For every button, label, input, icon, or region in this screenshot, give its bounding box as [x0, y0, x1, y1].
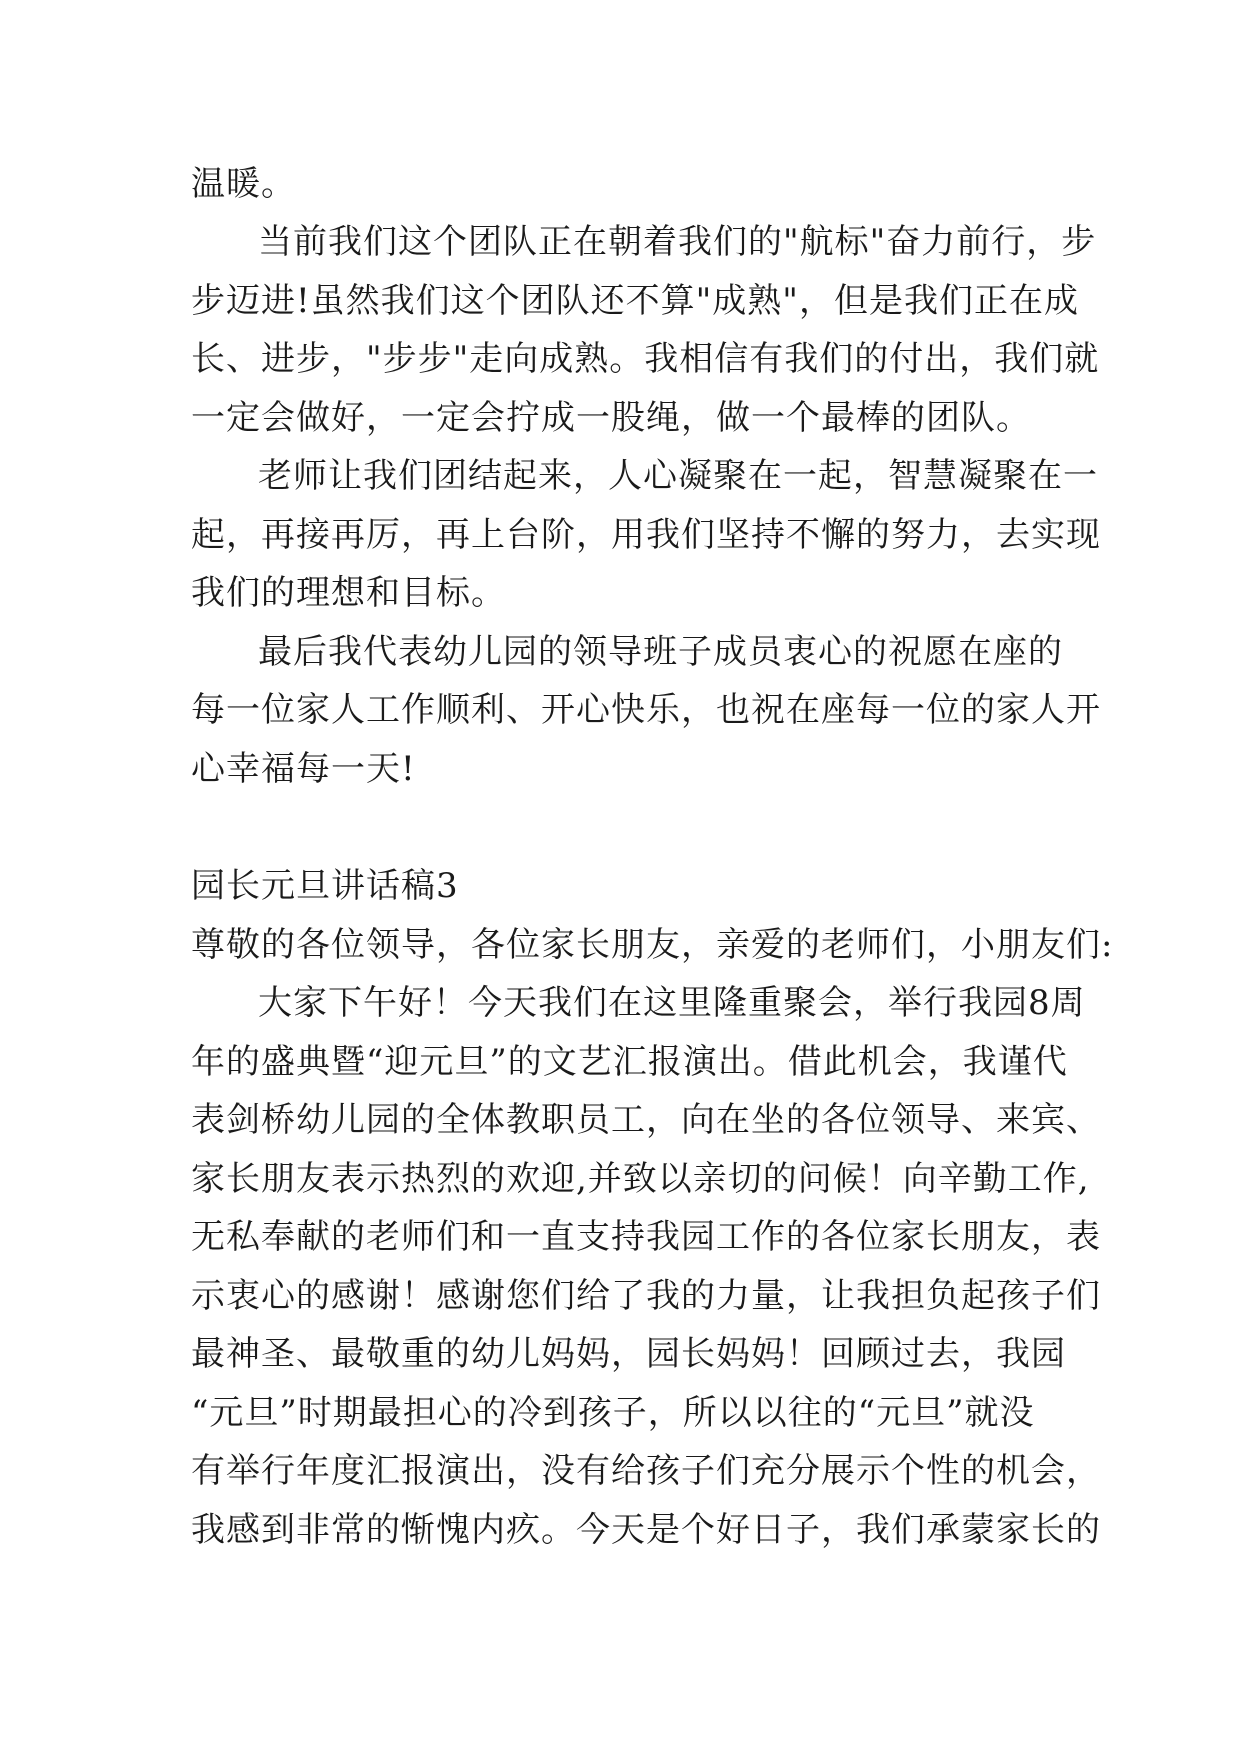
paragraph-line: 无私奉献的老师们和一直支持我园工作的各位家长朋友，表: [191, 1217, 1101, 1257]
paragraph-line: 长、进步，"步步"走向成熟。我相信有我们的付出，我们就: [191, 339, 1100, 379]
paragraph-line: 最后我代表幼儿园的领导班子成员衷心的祝愿在座的: [258, 632, 1063, 672]
paragraph-line: 我感到非常的惭愧内疚。今天是个好日子，我们承蒙家长的: [191, 1510, 1101, 1550]
paragraph-line: 示衷心的感谢！感谢您们给了我的力量，让我担负起孩子们: [191, 1276, 1101, 1316]
paragraph-line: 有举行年度汇报演出，没有给孩子们充分展示个性的机会，: [191, 1451, 1101, 1491]
paragraph-line: 每一位家人工作顺利、开心快乐，也祝在座每一位的家人开: [191, 690, 1101, 730]
paragraph-line: 起，再接再厉，再上台阶，用我们坚持不懈的努力，去实现: [191, 515, 1101, 555]
paragraph-line: 步迈进!虽然我们这个团队还不算"成熟"，但是我们正在成: [191, 281, 1079, 321]
paragraph-line: 家长朋友表示热烈的欢迎,并致以亲切的问候！向辛勤工作,: [191, 1159, 1090, 1199]
paragraph-line: 表剑桥幼儿园的全体教职员工，向在坐的各位领导、来宾、: [191, 1100, 1101, 1140]
section-title: 园长元旦讲话稿3: [191, 866, 459, 906]
paragraph-line: 当前我们这个团队正在朝着我们的"航标"奋力前行，步: [258, 222, 1097, 262]
paragraph-line: “元旦”时期最担心的冷到孩子，所以以往的“元旦”就没: [191, 1393, 1035, 1433]
paragraph-line: 老师让我们团结起来，人心凝聚在一起，智慧凝聚在一: [258, 456, 1098, 496]
salutation-line: 尊敬的各位领导，各位家长朋友，亲爱的老师们，小朋友们:: [191, 925, 1114, 965]
paragraph-line: 我们的理想和目标。: [191, 573, 506, 613]
paragraph-line: 温暖。: [191, 164, 296, 204]
paragraph-line: 年的盛典暨“迎元旦”的文艺汇报演出。借此机会，我谨代: [191, 1042, 1068, 1082]
paragraph-line: 一定会做好，一定会拧成一股绳，做一个最棒的团队。: [191, 398, 1031, 438]
paragraph-line: 大家下午好！今天我们在这里隆重聚会，举行我园8周: [258, 983, 1086, 1023]
paragraph-line: 心幸福每一天!: [191, 749, 416, 789]
paragraph-line: 最神圣、最敬重的幼儿妈妈，园长妈妈！回顾过去，我园: [191, 1334, 1066, 1374]
